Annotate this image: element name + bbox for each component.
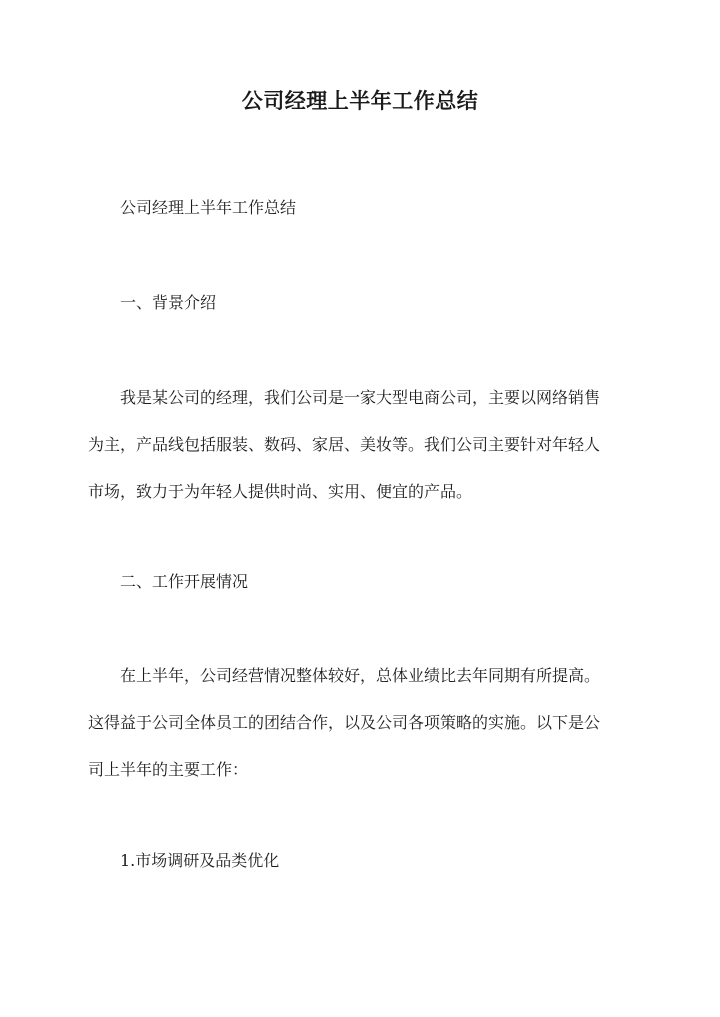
subsection-heading-market-research: 1.市场调研及品类优化 bbox=[120, 851, 280, 870]
paragraph-line: 这得益于公司全体员工的团结合作，以及公司各项策略的实施。以下是公 bbox=[88, 713, 601, 732]
paragraph-line: 我是某公司的经理，我们公司是一家大型电商公司，主要以网络销售 bbox=[120, 388, 601, 407]
paragraph-line: 市场，致力于为年轻人提供时尚、实用、便宜的产品。 bbox=[88, 482, 473, 501]
document-subtitle: 公司经理上半年工作总结 bbox=[120, 198, 297, 217]
paragraph-line: 司上半年的主要工作： bbox=[88, 760, 249, 779]
section-heading-background: 一、背景介绍 bbox=[120, 293, 217, 312]
paragraph-line: 在上半年，公司经营情况整体较好，总体业绩比去年同期有所提高。 bbox=[120, 666, 601, 685]
paragraph-line: 为主，产品线包括服装、数码、家居、美妆等。我们公司主要针对年轻人 bbox=[88, 435, 601, 454]
document-title: 公司经理上半年工作总结 bbox=[241, 88, 479, 113]
section-heading-work: 二、工作开展情况 bbox=[120, 572, 249, 591]
